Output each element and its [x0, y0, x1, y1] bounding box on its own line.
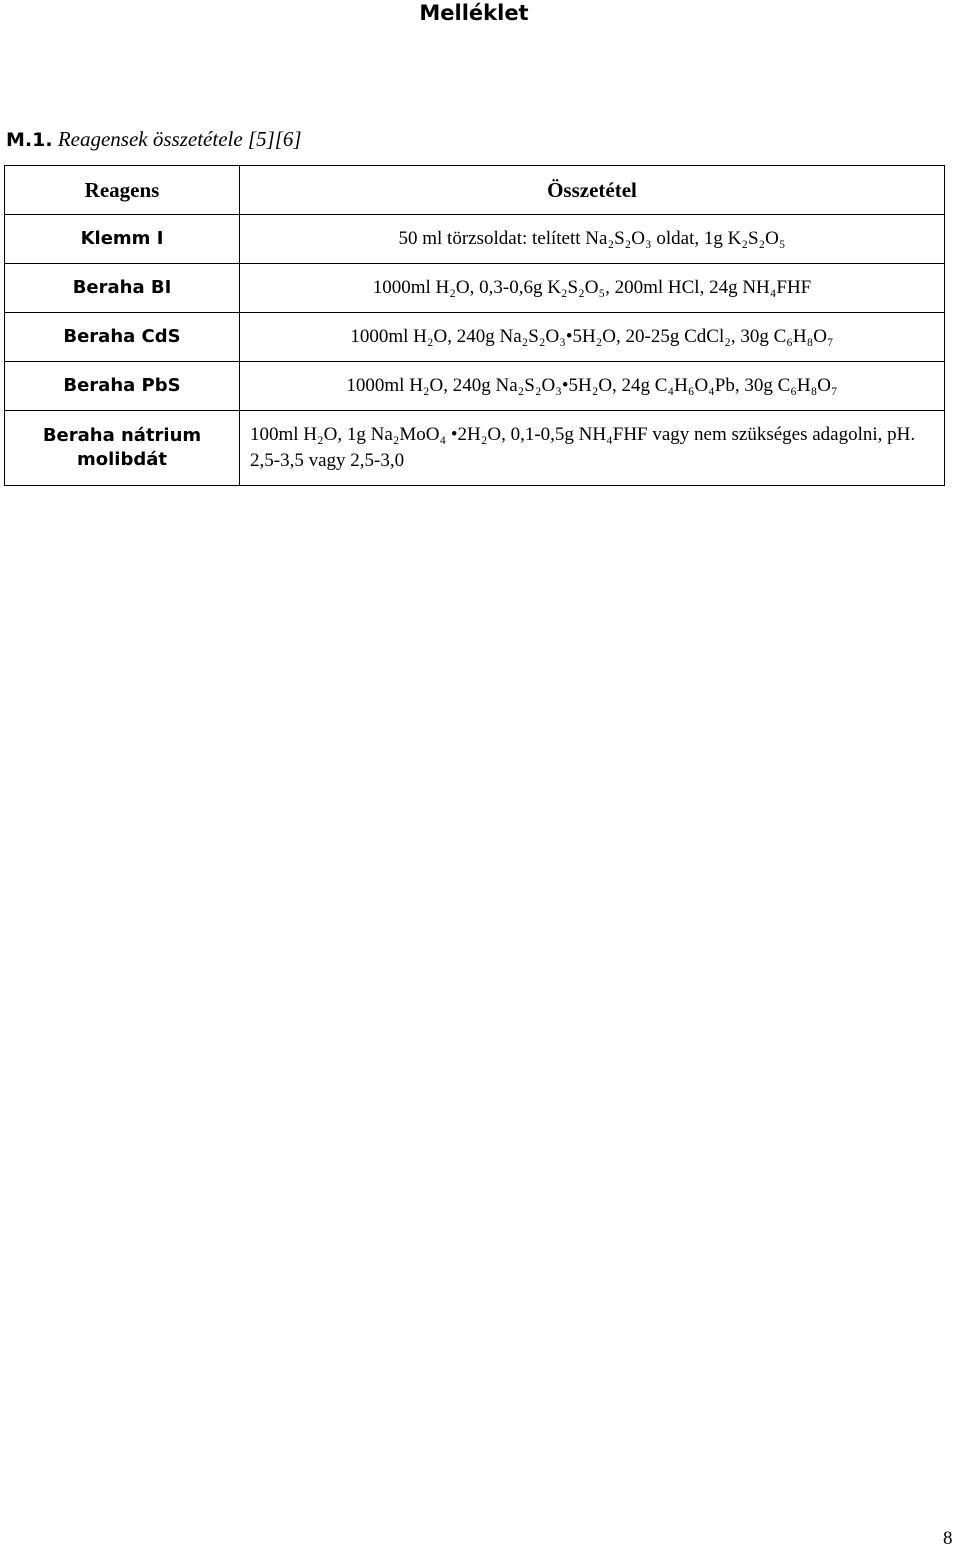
reagent-name: Beraha CdS — [5, 313, 240, 362]
reagent-composition: 50 ml törzsoldat: telített Na₂S₂O₃ oldat, 1g K₂S₂O₅ — [240, 215, 945, 264]
page-number: 8 — [943, 1528, 953, 1549]
section-number: M.1. — [6, 129, 53, 151]
table-row — [5, 264, 945, 313]
table-row — [5, 215, 945, 264]
reagent-table — [4, 165, 945, 486]
table-header-row — [5, 166, 945, 215]
reagent-name: Beraha PbS — [5, 362, 240, 411]
reagent-name: Beraha BI — [5, 264, 240, 313]
reagent-composition: 1000ml H₂O, 0,3-0,6g K₂S₂O₅, 200ml HCl, 24g NH₄FHF — [240, 264, 945, 313]
reagent-composition: 1000ml H₂O, 240g Na₂S₂O₃•5H₂O, 24g C₄H₆O₄Pb, 30g C₆H₈O₇ — [240, 362, 945, 411]
table-row — [5, 362, 945, 411]
document-title: Melléklet — [419, 1, 529, 25]
header-osszetetel: Összetétel — [240, 166, 945, 215]
section-title: Reagensek összetétele [5][6] — [57, 127, 302, 151]
header-reagens: Reagens — [5, 166, 240, 215]
reagent-composition: 1000ml H₂O, 240g Na₂S₂O₃•5H₂O, 20-25g CdCl₂, 30g C₆H₈O₇ — [240, 313, 945, 362]
table-row — [5, 411, 945, 486]
section-heading — [6, 126, 302, 153]
reagent-name: Beraha nátrium molibdát — [5, 411, 240, 486]
table-row — [5, 313, 945, 362]
reagent-composition: 100ml H₂O, 1g Na₂MoO₄ •2H₂O, 0,1-0,5g NH₄FHF vagy nem szükséges adagolni, pH. 2,5-3,5 vagy 2,5-3,0 — [240, 411, 945, 486]
reagent-name: Klemm I — [5, 215, 240, 264]
